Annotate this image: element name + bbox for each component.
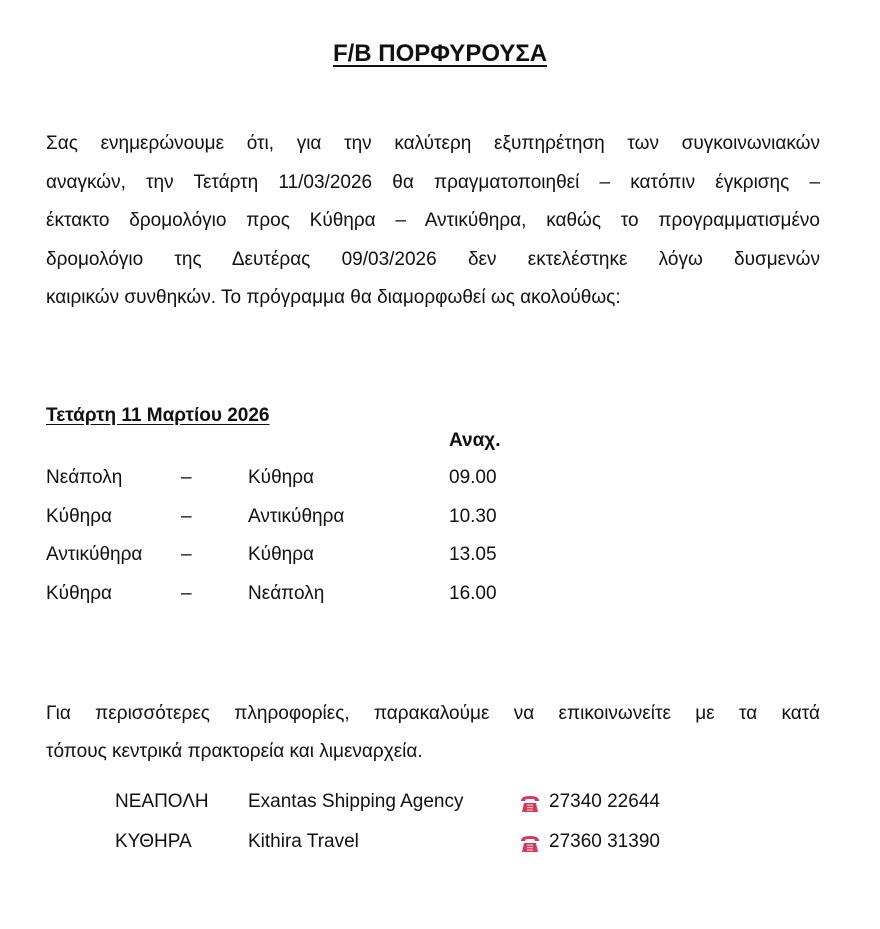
route-departure-time: 16.00 xyxy=(449,583,497,604)
route-row xyxy=(46,583,646,613)
route-dash: – xyxy=(181,583,192,604)
telephone-icon xyxy=(519,794,541,814)
route-departure-time: 09.00 xyxy=(449,467,497,488)
contact-row xyxy=(115,831,715,861)
contact-city: ΚΥΘΗΡΑ xyxy=(115,831,192,852)
route-to: Νεάπολη xyxy=(248,583,325,604)
route-departure-time: 10.30 xyxy=(449,506,497,527)
route-departure-time: 13.05 xyxy=(449,544,497,565)
route-to: Αντικύθηρα xyxy=(248,506,345,527)
contact-phone: 27340 22644 xyxy=(549,791,660,812)
intro-line: καιρικών συνθηκών. Το πρόγραμμα θα διαμορφωθεί ως ακολούθως: xyxy=(46,287,621,308)
route-from: Νεάπολη xyxy=(46,467,123,488)
route-from: Αντικύθηρα xyxy=(46,544,143,565)
schedule-day-heading: Τετάρτη 11 Μαρτίου 2026 xyxy=(46,405,270,426)
contact-agency: Exantas Shipping Agency xyxy=(248,791,464,812)
route-row xyxy=(46,467,646,497)
contact-agency: Kithira Travel xyxy=(248,831,359,852)
route-to: Κύθηρα xyxy=(248,544,314,565)
departure-column-header: Αναχ. xyxy=(449,430,501,451)
contact-info-paragraph xyxy=(46,695,820,771)
page-title: F/B ΠΟΡΦΥΡΟΥΣΑ xyxy=(332,40,548,67)
intro-line: Σας ενημερώνουμε ότι, για την καλύτερη εξυπηρέτηση των συγκοινωνιακών xyxy=(46,133,820,154)
intro-line: έκτακτο δρομολόγιο προς Κύθηρα – Αντικύθηρα, καθώς το προγραμματισμένο xyxy=(46,210,820,231)
contact-phone: 27360 31390 xyxy=(549,831,660,852)
route-from: Κύθηρα xyxy=(46,583,112,604)
route-to: Κύθηρα xyxy=(248,467,314,488)
route-row xyxy=(46,544,646,574)
contact-city: ΝΕΑΠΟΛΗ xyxy=(115,791,209,812)
route-dash: – xyxy=(181,544,192,565)
route-dash: – xyxy=(181,467,192,488)
outro-line: Για περισσότερες πληροφορίες, παρακαλούμε να επικοινωνείτε με τα κατά xyxy=(46,703,820,724)
telephone-icon xyxy=(519,834,541,854)
intro-paragraph xyxy=(46,125,820,318)
route-from: Κύθηρα xyxy=(46,506,112,527)
intro-line: αναγκών, την Τετάρτη 11/03/2026 θα πραγματοποιηθεί – κατόπιν έγκρισης – xyxy=(46,171,820,193)
contact-row xyxy=(115,791,715,821)
route-row xyxy=(46,506,646,536)
outro-line: τόπους κεντρικά πρακτορεία και λιμεναρχεία. xyxy=(46,741,423,762)
intro-line: δρομολόγιο της Δευτέρας 09/03/2026 δεν εκτελέστηκε λόγω δυσμενών xyxy=(46,248,820,270)
route-dash: – xyxy=(181,506,192,527)
